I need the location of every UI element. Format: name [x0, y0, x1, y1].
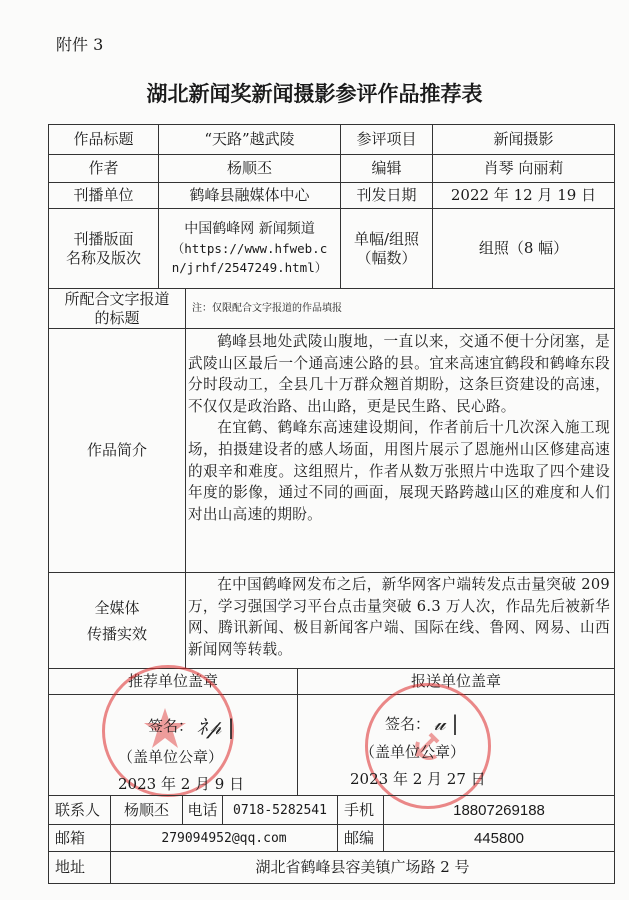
work-title: “天路”越武陵 — [158, 124, 341, 155]
type-label-line: 单幅/组照 — [353, 229, 420, 248]
intro-paragraph: 在宜鹤、鹤峰东高速建设期间，作者前后十几次深入施工现场，拍摄建设者的感人场面，用图片展示了恩施州山区修建高速的艰辛和难度。这组照片，作者从数万张照片中选取了四个建设年度的影像，通过不同的画面，展现天路跨越山区的难度和人们对出山高速的期盼。 — [188, 419, 610, 523]
effect-label — [48, 572, 186, 669]
intro-label: 作品简介 — [48, 328, 186, 573]
effect-label-line: 全媒体 — [94, 598, 140, 617]
editor-label: 编辑 — [340, 154, 433, 183]
zip: 445800 — [383, 824, 615, 852]
attachment-label: 附件 3 — [56, 35, 104, 54]
related-label-line: 的标题 — [94, 308, 140, 327]
left-sign-label: 签名： — [148, 717, 194, 735]
section-line: 中国鹤峰网 新闻频道 — [184, 221, 315, 237]
right-signature: 𝓊 | — [434, 711, 459, 735]
email: 279094952@qq.com — [110, 824, 338, 852]
section-label-line: 名称及版次 — [65, 248, 141, 267]
right-date: 2023 年 2 月 27 日 — [350, 770, 486, 788]
related-label — [48, 288, 186, 329]
contact-label: 联系人 — [48, 795, 111, 825]
intro-text — [188, 331, 610, 571]
mobile: 18807269188 — [383, 795, 615, 825]
right-sign-row — [385, 711, 458, 735]
section-label — [48, 208, 159, 289]
category: 新闻摄影 — [432, 124, 615, 155]
left-date: 2023 年 2 月 9 日 — [118, 775, 245, 793]
address-label: 地址 — [48, 851, 111, 884]
section-label-line: 刊播版面 — [73, 229, 134, 248]
type-label-line: （幅数） — [356, 248, 417, 267]
section — [158, 208, 341, 289]
section-line: （https://www.hfweb.c — [171, 241, 328, 256]
email-label: 邮箱 — [48, 824, 111, 852]
category-label: 参评项目 — [340, 124, 433, 155]
left-signature: ﾈ𝓅 | — [197, 715, 235, 739]
author: 杨顺丕 — [158, 154, 341, 183]
publisher: 鹤峰县融媒体中心 — [158, 182, 341, 209]
related-note: 注：仅限配合文字报道的作品填报 — [185, 288, 615, 329]
left-seal-note: （盖单位公章） — [118, 748, 224, 766]
page-title: 湖北新闻奖新闻摄影参评作品推荐表 — [146, 82, 483, 106]
effect-paragraph: 在中国鹤峰网发布之后，新华网客户端转发点击量突破 209 万，学习强国学习平台点击量突破 6.3 万人次，作品先后被新华网、腾讯新闻、极目新闻客户端、国际在线、鲁网、网易、山西新闻网等转载。 — [188, 576, 610, 658]
left-stamp-block — [118, 711, 244, 794]
intro-paragraph: 鹤峰县地处武陵山腹地，一直以来，交通不便十分闭塞，是武陵山区最后一个通高速公路的县。宜来高速宜鹤段和鹤峰东段分时段动工，全县几十万群众翘首期盼，这条巨资建设的高速，不仅仅是政治路、出山路，更是民生路、民心路。 — [188, 333, 610, 415]
right-stamp-block — [350, 711, 486, 789]
photo-type: 组照（8 幅） — [432, 208, 615, 289]
zip-label: 邮编 — [337, 824, 384, 852]
left-stamp-header: 推荐单位盖章 — [48, 668, 298, 695]
phone: 0718-5282541 — [222, 795, 338, 825]
date-label: 刊发日期 — [340, 182, 433, 209]
effect-label-line: 传播实效 — [86, 624, 147, 643]
editor: 肖琴 向丽莉 — [432, 154, 615, 183]
right-seal-note: （盖单位公章） — [360, 743, 466, 761]
section-line: n/jrhf/2547249.html） — [171, 260, 328, 275]
address: 湖北省鹤峰县容美镇广场路 2 号 — [110, 851, 615, 884]
publish-date: 2022 年 12 月 19 日 — [432, 182, 615, 209]
contact-name: 杨顺丕 — [110, 795, 183, 825]
left-sign-row — [148, 711, 234, 740]
right-stamp-header: 报送单位盖章 — [297, 668, 615, 695]
publisher-label: 刊播单位 — [48, 182, 159, 209]
work-title-label: 作品标题 — [48, 124, 159, 155]
type-label — [340, 208, 433, 289]
phone-label: 电话 — [182, 795, 223, 825]
related-label-line: 所配合文字报道 — [64, 289, 170, 308]
author-label: 作者 — [48, 154, 159, 183]
mobile-label: 手机 — [337, 795, 384, 825]
right-sign-label: 签名： — [385, 714, 431, 733]
effect-text — [188, 574, 610, 667]
